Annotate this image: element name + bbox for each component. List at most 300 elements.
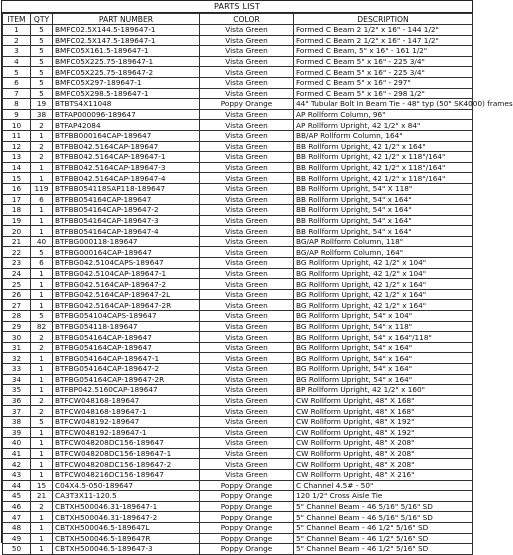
cell-part-number: BTFBB054164CAP-189647-2 xyxy=(53,205,200,216)
table-row xyxy=(3,300,473,311)
cell-part-number: BTFBG000118-189647 xyxy=(53,236,200,247)
cell-color: Vista Green xyxy=(200,385,294,396)
cell-item: 49 xyxy=(3,533,31,544)
cell-part-number: BMFC05X298.5-189647-1 xyxy=(53,88,200,99)
cell-qty: 5 xyxy=(31,25,53,36)
cell-item: 43 xyxy=(3,469,31,480)
cell-qty: 1 xyxy=(31,427,53,438)
cell-qty: 5 xyxy=(31,311,53,322)
cell-color: Vista Green xyxy=(200,311,294,322)
cell-item: 14 xyxy=(3,162,31,173)
table-row xyxy=(3,258,473,269)
cell-item: 13 xyxy=(3,152,31,163)
cell-color: Vista Green xyxy=(200,247,294,258)
cell-qty: 1 xyxy=(31,268,53,279)
table-row xyxy=(3,183,473,194)
cell-qty: 40 xyxy=(31,236,53,247)
cell-item: 17 xyxy=(3,194,31,205)
cell-description: BG Rollform Upright, 42 1/2" x 104" xyxy=(294,268,473,279)
cell-qty: 2 xyxy=(31,152,53,163)
cell-description: BG Rollform Upright, 42 1/2" x 164" xyxy=(294,300,473,311)
cell-qty: 5 xyxy=(31,77,53,88)
cell-description: BG Rollform Upright, 54" x 118" xyxy=(294,321,473,332)
cell-qty: 5 xyxy=(31,35,53,46)
cell-item: 23 xyxy=(3,258,31,269)
cell-color: Vista Green xyxy=(200,35,294,46)
cell-item: 50 xyxy=(3,544,31,555)
cell-part-number: BTFAP000096-189647 xyxy=(53,109,200,120)
cell-color: Vista Green xyxy=(200,406,294,417)
table-row xyxy=(3,438,473,449)
cell-qty: 1 xyxy=(31,544,53,555)
cell-item: 15 xyxy=(3,173,31,184)
table-row xyxy=(3,480,473,491)
cell-qty: 5 xyxy=(31,56,53,67)
cell-qty: 1 xyxy=(31,226,53,237)
cell-qty: 1 xyxy=(31,215,53,226)
cell-qty: 1 xyxy=(31,522,53,533)
table-row xyxy=(3,374,473,385)
cell-color: Poppy Orange xyxy=(200,533,294,544)
cell-item: 20 xyxy=(3,226,31,237)
cell-qty: 2 xyxy=(31,332,53,343)
header-color: COLOR xyxy=(200,14,294,25)
cell-item: 2 xyxy=(3,35,31,46)
cell-part-number: BTFCW048208DC156-189647-1 xyxy=(53,448,200,459)
cell-description: 5" Channel Beam - 46 5/16" 5/16" SD xyxy=(294,512,473,523)
cell-item: 44 xyxy=(3,480,31,491)
cell-part-number: BMFC05X161.5-189647-1 xyxy=(53,46,200,57)
cell-part-number: CBTXH500046.5-189647-3 xyxy=(53,544,200,555)
cell-qty: 1 xyxy=(31,533,53,544)
header-part-number: PART NUMBER xyxy=(53,14,200,25)
cell-color: Vista Green xyxy=(200,162,294,173)
cell-part-number: BTFCW048216DC156-189647 xyxy=(53,469,200,480)
cell-color: Vista Green xyxy=(200,342,294,353)
cell-item: 35 xyxy=(3,385,31,396)
cell-color: Vista Green xyxy=(200,46,294,57)
cell-description: AP Rollform Upright, 42 1/2" x 84" xyxy=(294,120,473,131)
table-row xyxy=(3,205,473,216)
cell-part-number: C04X4.5-050-189647 xyxy=(53,480,200,491)
header-qty: QTY xyxy=(31,14,53,25)
cell-item: 41 xyxy=(3,448,31,459)
cell-qty: 1 xyxy=(31,438,53,449)
cell-part-number: BMFC05X225.75-189647-2 xyxy=(53,67,200,78)
cell-description: 44" Tubular Bolt In Beam Tie - 48" typ (50" SK4000) frames xyxy=(294,99,473,110)
cell-part-number: BTFBG054118-189647 xyxy=(53,321,200,332)
table-row xyxy=(3,406,473,417)
cell-item: 33 xyxy=(3,364,31,375)
cell-qty: 5 xyxy=(31,416,53,427)
cell-color: Vista Green xyxy=(200,183,294,194)
cell-color: Vista Green xyxy=(200,120,294,131)
cell-qty: 1 xyxy=(31,173,53,184)
cell-qty: 1 xyxy=(31,130,53,141)
cell-description: BB Rollform Upright, 54" x 164" xyxy=(294,215,473,226)
cell-part-number: BTFBB054164CAP-189647-3 xyxy=(53,215,200,226)
cell-part-number: BTFBB042.5164CAP-189647 xyxy=(53,141,200,152)
cell-part-number: BTFBG042.5104CAPS-189647 xyxy=(53,258,200,269)
cell-color: Vista Green xyxy=(200,374,294,385)
cell-description: BG/AP Rollform Column, 164" xyxy=(294,247,473,258)
cell-qty: 119 xyxy=(31,183,53,194)
cell-description: BB Rollform Upright, 42 1/2" x 118"/164" xyxy=(294,173,473,184)
cell-color: Vista Green xyxy=(200,236,294,247)
table-row xyxy=(3,35,473,46)
cell-item: 7 xyxy=(3,88,31,99)
cell-color: Vista Green xyxy=(200,88,294,99)
cell-color: Vista Green xyxy=(200,205,294,216)
cell-part-number: BTFBB042.5164CAP-189647-1 xyxy=(53,152,200,163)
cell-description: Formed C Beam 2 1/2" x 16" - 144 1/2" xyxy=(294,25,473,36)
cell-part-number: CBTXH500046.31-189647-2 xyxy=(53,512,200,523)
cell-part-number: BMFC05X225.75-189647-1 xyxy=(53,56,200,67)
cell-color: Vista Green xyxy=(200,268,294,279)
cell-item: 28 xyxy=(3,311,31,322)
cell-item: 12 xyxy=(3,141,31,152)
cell-qty: 1 xyxy=(31,300,53,311)
table-row xyxy=(3,152,473,163)
cell-color: Vista Green xyxy=(200,194,294,205)
cell-qty: 2 xyxy=(31,395,53,406)
table-row xyxy=(3,395,473,406)
cell-item: 22 xyxy=(3,247,31,258)
cell-item: 8 xyxy=(3,99,31,110)
cell-description: C Channel 4.5# - 50" xyxy=(294,480,473,491)
table-row xyxy=(3,491,473,502)
cell-color: Vista Green xyxy=(200,109,294,120)
cell-color: Vista Green xyxy=(200,215,294,226)
cell-item: 21 xyxy=(3,236,31,247)
cell-item: 16 xyxy=(3,183,31,194)
cell-color: Poppy Orange xyxy=(200,480,294,491)
cell-qty: 21 xyxy=(31,491,53,502)
table-row xyxy=(3,522,473,533)
table-row xyxy=(3,544,473,555)
cell-item: 31 xyxy=(3,342,31,353)
table-row xyxy=(3,385,473,396)
parts-list-body xyxy=(3,25,513,555)
cell-description: CW Rollform Upright, 48" X 168" xyxy=(294,395,473,406)
cell-description: BB Rollform Upright, 42 1/2" x 118"/164" xyxy=(294,152,473,163)
cell-qty: 5 xyxy=(31,88,53,99)
cell-color: Vista Green xyxy=(200,469,294,480)
cell-qty: 1 xyxy=(31,512,53,523)
cell-qty: 1 xyxy=(31,205,53,216)
cell-color: Vista Green xyxy=(200,152,294,163)
cell-color: Poppy Orange xyxy=(200,544,294,555)
cell-qty: 2 xyxy=(31,501,53,512)
cell-item: 3 xyxy=(3,46,31,57)
cell-item: 40 xyxy=(3,438,31,449)
table-row xyxy=(3,427,473,438)
cell-part-number: BTFBG042.5164CAP-189647-2L xyxy=(53,289,200,300)
table-row xyxy=(3,311,473,322)
cell-qty: 1 xyxy=(31,353,53,364)
cell-part-number: BTFBP042.5160CAP-189647 xyxy=(53,385,200,396)
cell-description: Formed C Beam 5" x 16" - 298 1/2" xyxy=(294,88,473,99)
table-row xyxy=(3,268,473,279)
cell-description: AP Rollform Column, 96" xyxy=(294,109,473,120)
cell-item: 4 xyxy=(3,56,31,67)
cell-qty: 1 xyxy=(31,364,53,375)
cell-qty: 1 xyxy=(31,448,53,459)
parts-list-title: PARTS LIST xyxy=(2,0,472,13)
table-row xyxy=(3,25,473,36)
cell-description: Formed C Beam 5" x 16" - 225 3/4" xyxy=(294,67,473,78)
cell-item: 27 xyxy=(3,300,31,311)
cell-qty: 2 xyxy=(31,141,53,152)
cell-description: 5" Channel Beam - 46 1/2" 5/16" SD xyxy=(294,533,473,544)
cell-description: BB Rollform Upright, 54" x 164" xyxy=(294,226,473,237)
cell-color: Vista Green xyxy=(200,427,294,438)
cell-color: Vista Green xyxy=(200,56,294,67)
table-row xyxy=(3,364,473,375)
cell-description: Formed C Beam 5" x 16" - 297" xyxy=(294,77,473,88)
header-row xyxy=(3,14,473,25)
cell-item: 1 xyxy=(3,25,31,36)
cell-description: BG Rollform Upright, 54" x 164" xyxy=(294,374,473,385)
cell-description: 5" Channel Beam - 46 1/2" 5/16" SD xyxy=(294,522,473,533)
cell-part-number: BTFBB042.5164CAP-189647-4 xyxy=(53,173,200,184)
cell-description: BG Rollform Upright, 54" x 104" xyxy=(294,311,473,322)
cell-description: BB Rollform Upright, 42 1/2" x 118"/164" xyxy=(294,162,473,173)
cell-qty: 6 xyxy=(31,258,53,269)
cell-item: 45 xyxy=(3,491,31,502)
cell-part-number: BMFC05X297-189647-1 xyxy=(53,77,200,88)
table-row xyxy=(3,332,473,343)
cell-qty: 2 xyxy=(31,120,53,131)
cell-item: 10 xyxy=(3,120,31,131)
cell-qty: 5 xyxy=(31,46,53,57)
table-row xyxy=(3,236,473,247)
cell-description: Formed C Beam 5" x 16" - 225 3/4" xyxy=(294,56,473,67)
table-row xyxy=(3,215,473,226)
cell-color: Poppy Orange xyxy=(200,501,294,512)
parts-list-table xyxy=(2,13,513,555)
table-row xyxy=(3,141,473,152)
cell-part-number: BTFBB054118SAP118-189647 xyxy=(53,183,200,194)
cell-color: Poppy Orange xyxy=(200,99,294,110)
cell-part-number: BTBTS4X11048 xyxy=(53,99,200,110)
table-row xyxy=(3,88,473,99)
table-row xyxy=(3,56,473,67)
cell-description: BG Rollform Upright, 54" x 164"/118" xyxy=(294,332,473,343)
table-row xyxy=(3,533,473,544)
cell-item: 47 xyxy=(3,512,31,523)
cell-item: 39 xyxy=(3,427,31,438)
cell-item: 18 xyxy=(3,205,31,216)
cell-color: Poppy Orange xyxy=(200,491,294,502)
cell-color: Vista Green xyxy=(200,353,294,364)
cell-color: Vista Green xyxy=(200,332,294,343)
cell-color: Vista Green xyxy=(200,438,294,449)
cell-color: Vista Green xyxy=(200,67,294,78)
cell-item: 24 xyxy=(3,268,31,279)
cell-color: Vista Green xyxy=(200,459,294,470)
cell-item: 42 xyxy=(3,459,31,470)
header-description: DESCRIPTION xyxy=(294,14,473,25)
cell-part-number: BTFAP42084 xyxy=(53,120,200,131)
cell-part-number: CBTXH500046.31-189647-1 xyxy=(53,501,200,512)
cell-qty: 1 xyxy=(31,459,53,470)
cell-qty: 1 xyxy=(31,279,53,290)
cell-part-number: BTFCW048168-189647-1 xyxy=(53,406,200,417)
cell-description: BB Rollform Upright, 54" x 164" xyxy=(294,194,473,205)
cell-part-number: BTFBG054164CAP-189647 xyxy=(53,332,200,343)
cell-part-number: BTFBG042.5164CAP-189647-2R xyxy=(53,300,200,311)
cell-item: 5 xyxy=(3,67,31,78)
cell-description: BB Rollform Upright, 42 1/2" x 164" xyxy=(294,141,473,152)
cell-description: CW Rollform Upright, 48" X 216" xyxy=(294,469,473,480)
cell-description: 5" Channel Beam - 46 1/2" 5/16" SD xyxy=(294,544,473,555)
table-row xyxy=(3,289,473,300)
cell-part-number: BTFBG054164CAP-189647 xyxy=(53,342,200,353)
cell-description: CW Rollform Upright, 48" X 208" xyxy=(294,448,473,459)
cell-qty: 38 xyxy=(31,109,53,120)
cell-color: Vista Green xyxy=(200,448,294,459)
cell-item: 48 xyxy=(3,522,31,533)
table-row xyxy=(3,459,473,470)
cell-part-number: BMFC02.5X147.5-189647-1 xyxy=(53,35,200,46)
table-row xyxy=(3,99,473,110)
table-row xyxy=(3,46,473,57)
table-row xyxy=(3,194,473,205)
cell-item: 38 xyxy=(3,416,31,427)
cell-color: Vista Green xyxy=(200,25,294,36)
cell-item: 11 xyxy=(3,130,31,141)
table-row xyxy=(3,321,473,332)
cell-description: CW Rollform Upright, 48" X 168" xyxy=(294,406,473,417)
cell-color: Vista Green xyxy=(200,364,294,375)
cell-description: BG Rollform Upright, 42 1/2" x 104" xyxy=(294,258,473,269)
cell-part-number: BTFBB054164CAP-189647-4 xyxy=(53,226,200,237)
cell-qty: 6 xyxy=(31,194,53,205)
cell-color: Poppy Orange xyxy=(200,522,294,533)
cell-qty: 1 xyxy=(31,469,53,480)
cell-color: Poppy Orange xyxy=(200,512,294,523)
cell-color: Vista Green xyxy=(200,258,294,269)
table-row xyxy=(3,512,473,523)
cell-description: BB/AP Rollform Column, 164" xyxy=(294,130,473,141)
cell-description: CW Rollform Upright, 48" X 192" xyxy=(294,427,473,438)
cell-qty: 1 xyxy=(31,162,53,173)
cell-item: 6 xyxy=(3,77,31,88)
cell-qty: 15 xyxy=(31,480,53,491)
table-row xyxy=(3,353,473,364)
cell-item: 37 xyxy=(3,406,31,417)
cell-qty: 1 xyxy=(31,289,53,300)
table-row xyxy=(3,448,473,459)
cell-description: BB Rollform Upright, 54" X 118" xyxy=(294,183,473,194)
cell-description: CW Rollform Upright, 48" X 208" xyxy=(294,459,473,470)
cell-part-number: BTFCW048208DC156-189647-2 xyxy=(53,459,200,470)
parts-list-sheet xyxy=(1,0,513,554)
cell-part-number: CBTXH500046.5-189647L xyxy=(53,522,200,533)
cell-qty: 2 xyxy=(31,406,53,417)
cell-color: Vista Green xyxy=(200,141,294,152)
cell-part-number: CA3T3X11-120.5 xyxy=(53,491,200,502)
cell-qty: 5 xyxy=(31,67,53,78)
cell-description: Formed C Beam 2 1/2" x 16" - 147 1/2" xyxy=(294,35,473,46)
cell-color: Vista Green xyxy=(200,300,294,311)
cell-part-number: BTFCW048192-189647 xyxy=(53,416,200,427)
table-row xyxy=(3,247,473,258)
cell-item: 29 xyxy=(3,321,31,332)
table-row xyxy=(3,342,473,353)
cell-color: Vista Green xyxy=(200,226,294,237)
table-row xyxy=(3,226,473,237)
cell-color: Vista Green xyxy=(200,77,294,88)
cell-part-number: BTFBG054104CAPS-189647 xyxy=(53,311,200,322)
table-row xyxy=(3,173,473,184)
cell-item: 26 xyxy=(3,289,31,300)
cell-item: 19 xyxy=(3,215,31,226)
cell-description: BG Rollform Upright, 54" x 164" xyxy=(294,353,473,364)
cell-part-number: BTFCW048192-189647-1 xyxy=(53,427,200,438)
cell-part-number: BTFCW048208DC156-189647 xyxy=(53,438,200,449)
cell-item: 25 xyxy=(3,279,31,290)
cell-item: 30 xyxy=(3,332,31,343)
cell-item: 46 xyxy=(3,501,31,512)
cell-part-number: BTFBG054164CAP-189647-2R xyxy=(53,374,200,385)
table-row xyxy=(3,279,473,290)
table-row xyxy=(3,67,473,78)
header-item: ITEM xyxy=(3,14,31,25)
cell-part-number: BTFBB042.5164CAP-189647-3 xyxy=(53,162,200,173)
table-row xyxy=(3,109,473,120)
table-row xyxy=(3,416,473,427)
cell-part-number: BTFBG042.5164CAP-189647-2 xyxy=(53,279,200,290)
cell-qty: 19 xyxy=(31,99,53,110)
table-row xyxy=(3,77,473,88)
cell-qty: 1 xyxy=(31,385,53,396)
cell-color: Vista Green xyxy=(200,279,294,290)
cell-item: 32 xyxy=(3,353,31,364)
cell-part-number: BTFCW048168-189647 xyxy=(53,395,200,406)
cell-part-number: CBTXH500046.5-189647R xyxy=(53,533,200,544)
cell-color: Vista Green xyxy=(200,395,294,406)
cell-part-number: BTFBG054164CAP-189647-2 xyxy=(53,364,200,375)
cell-description: BG Rollform Upright, 54" x 164" xyxy=(294,342,473,353)
cell-part-number: BTFBG054164CAP-189647-1 xyxy=(53,353,200,364)
cell-description: BG Rollform Upright, 42 1/2" x 164" xyxy=(294,289,473,300)
cell-description: CW Rollform Upright, 48" X 192" xyxy=(294,416,473,427)
cell-qty: 5 xyxy=(31,247,53,258)
cell-description: Formed C Beam, 5" x 16" - 161 1/2" xyxy=(294,46,473,57)
cell-part-number: BTFBG042.5104CAP-189647-1 xyxy=(53,268,200,279)
table-row xyxy=(3,501,473,512)
cell-description: BG/AP Rollform Column, 118" xyxy=(294,236,473,247)
cell-color: Vista Green xyxy=(200,416,294,427)
cell-qty: 82 xyxy=(31,321,53,332)
cell-item: 9 xyxy=(3,109,31,120)
table-row xyxy=(3,469,473,480)
cell-qty: 1 xyxy=(31,374,53,385)
cell-description: CW Rollform Upright, 48" X 208" xyxy=(294,438,473,449)
cell-color: Vista Green xyxy=(200,321,294,332)
table-row xyxy=(3,120,473,131)
cell-description: BG Rollform Upright, 54" x 164" xyxy=(294,364,473,375)
cell-qty: 2 xyxy=(31,342,53,353)
cell-description: BP Rollform Upright, 42 1/2" x 160" xyxy=(294,385,473,396)
cell-description: 5" Channel Beam - 46 5/16" 5/16" SD xyxy=(294,501,473,512)
cell-color: Vista Green xyxy=(200,130,294,141)
cell-color: Vista Green xyxy=(200,289,294,300)
table-row xyxy=(3,130,473,141)
cell-item: 34 xyxy=(3,374,31,385)
